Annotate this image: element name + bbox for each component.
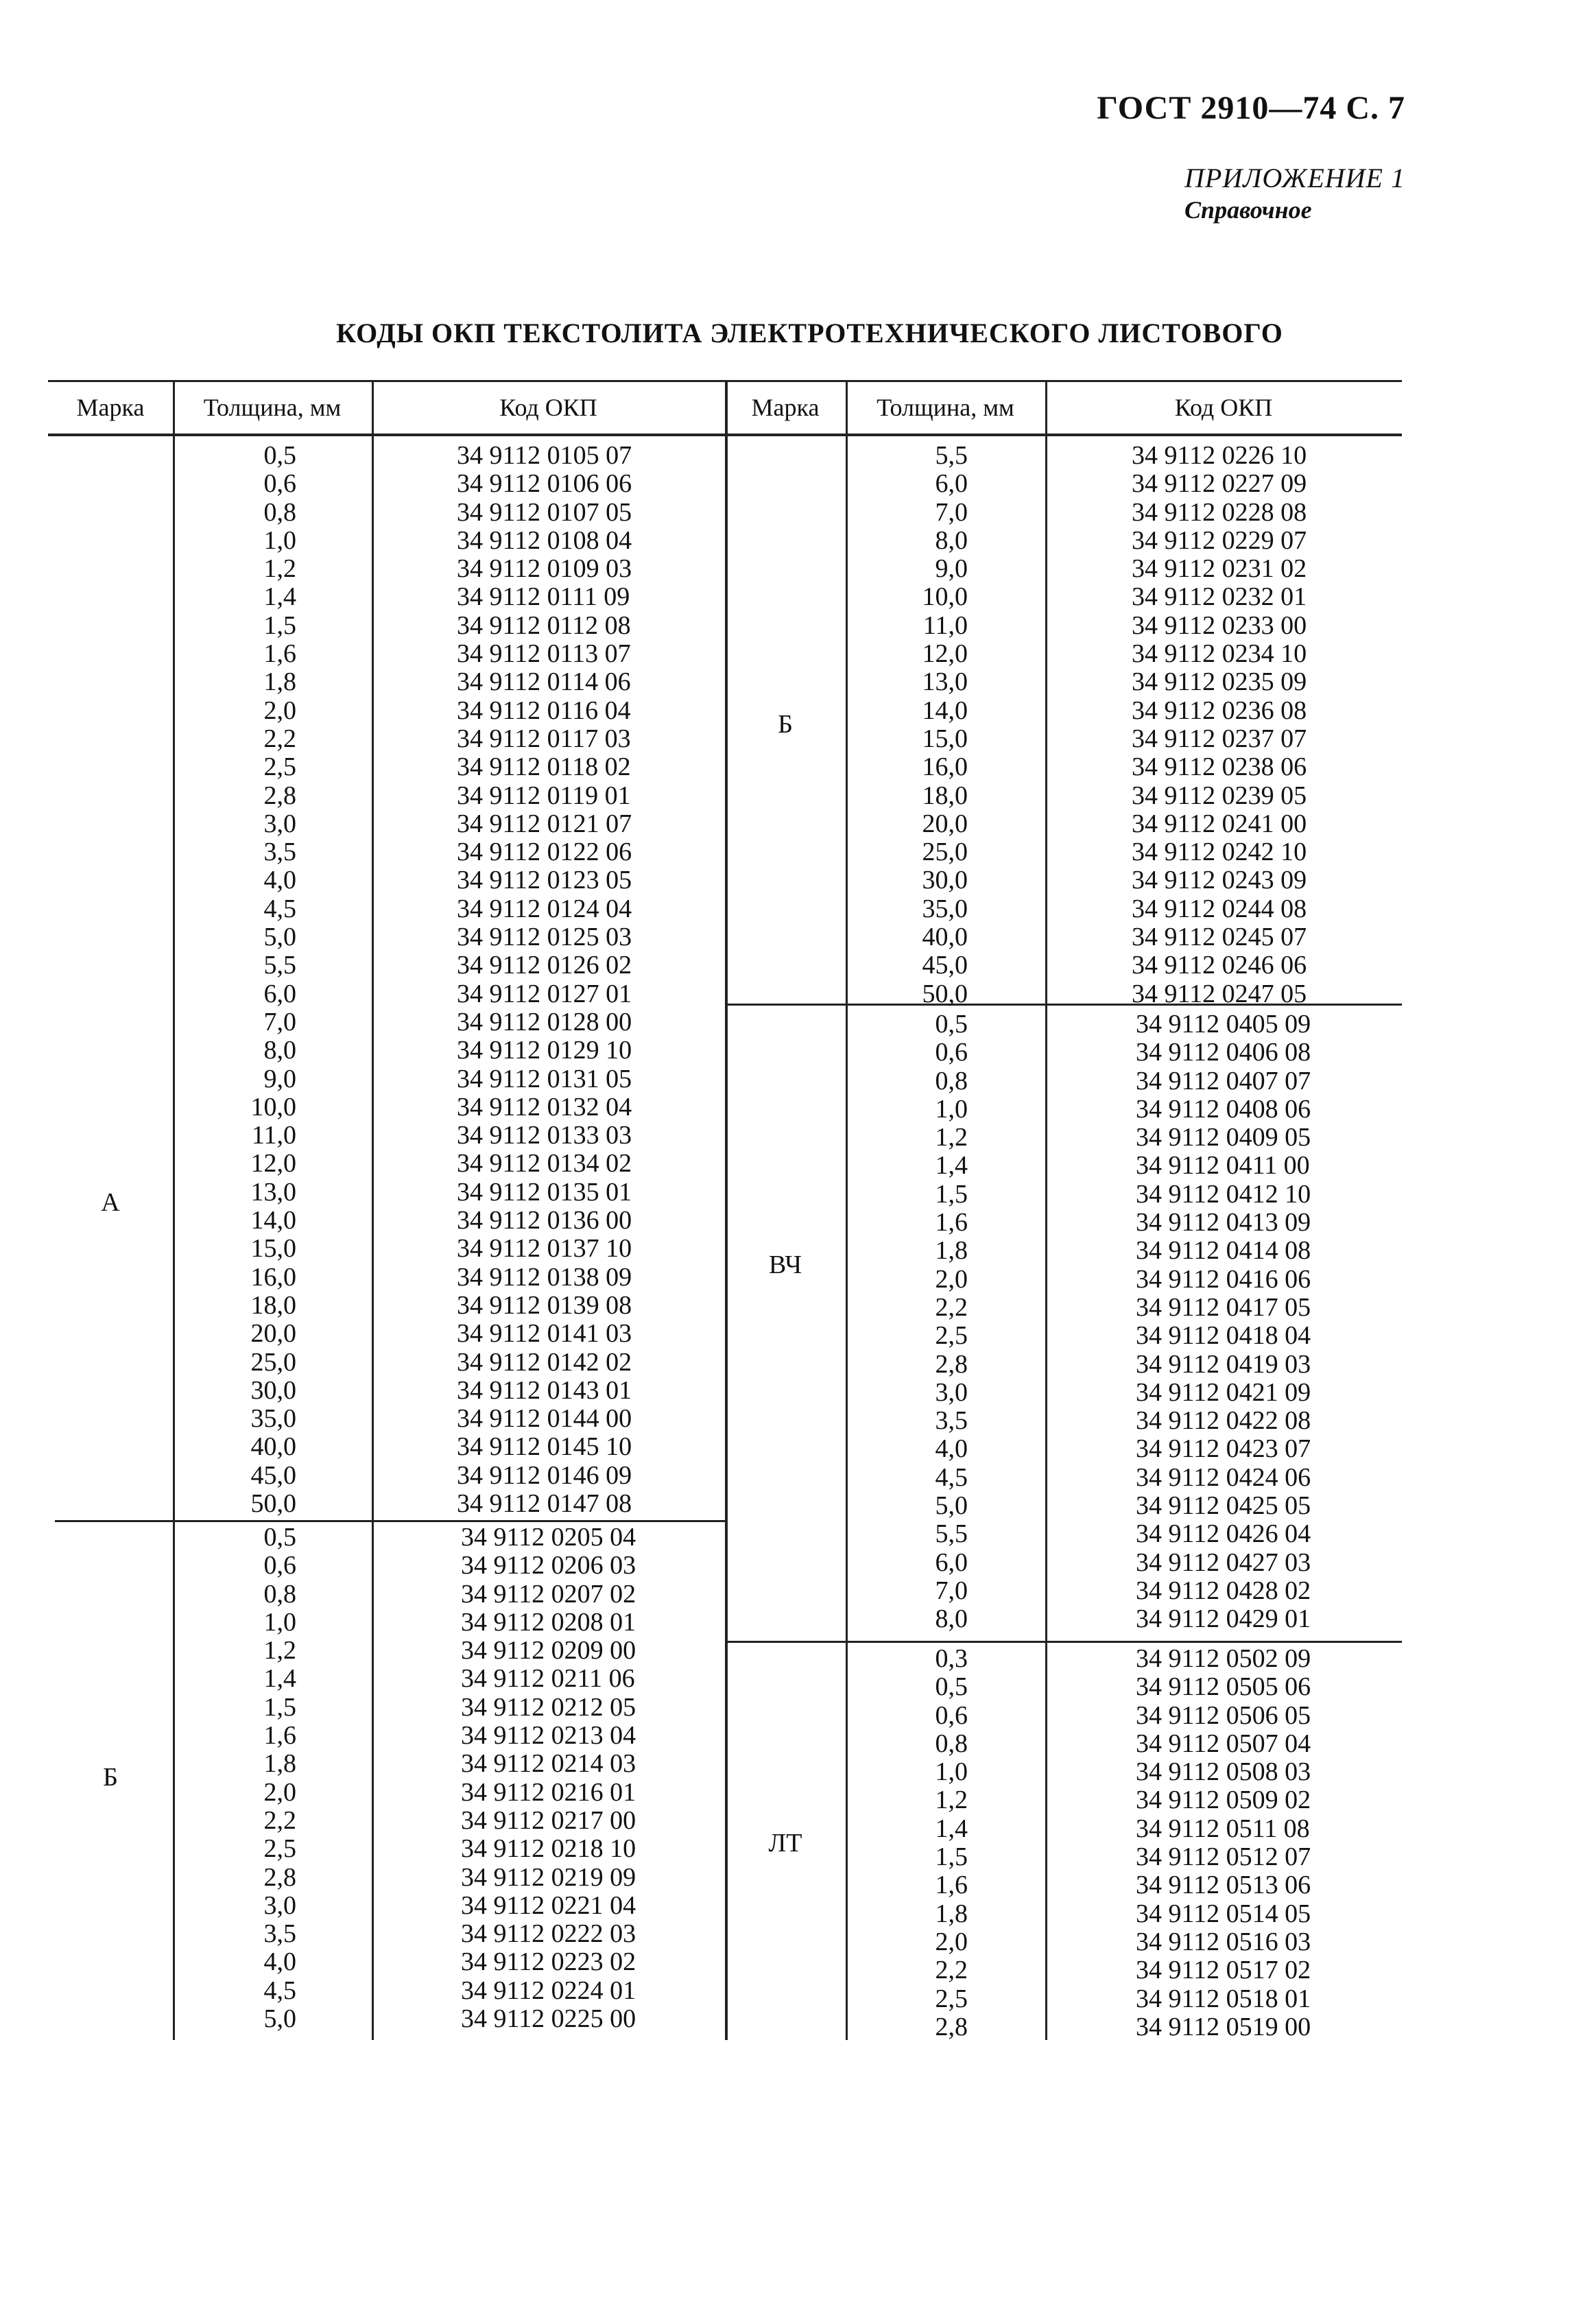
thickness-cell: 11,0	[251, 1121, 296, 1150]
okp-code-cell: 34 9112 0213 04	[461, 1721, 636, 1751]
code-column	[461, 1523, 722, 2033]
okp-code-cell: 34 9112 0425 05	[1136, 1491, 1311, 1521]
thickness-cell: 30,0	[250, 1375, 296, 1405]
okp-code-cell: 34 9112 0108 04	[457, 525, 632, 555]
okp-code-cell: 34 9112 0106 06	[457, 469, 632, 499]
okp-code-cell: 34 9112 0222 03	[461, 1919, 636, 1949]
okp-code-cell: 34 9112 0509 02	[1136, 1786, 1311, 1815]
thickness-cell: 1,0	[263, 1607, 296, 1637]
okp-code-cell: 34 9112 0245 07	[1132, 923, 1307, 952]
thickness-cell: 3,0	[935, 1377, 968, 1407]
thickness-cell: 6,0	[935, 1548, 968, 1577]
thickness-cell: 2,5	[263, 1834, 296, 1864]
okp-code-cell: 34 9112 0417 05	[1136, 1292, 1311, 1322]
okp-code-cell: 34 9112 0239 05	[1132, 781, 1307, 810]
okp-code-cell: 34 9112 0127 01	[457, 979, 632, 1008]
okp-code-cell: 34 9112 0231 02	[1132, 554, 1307, 584]
thickness-cell: 1,8	[263, 1749, 296, 1779]
okp-code-cell: 34 9112 0138 09	[457, 1262, 632, 1292]
okp-code-cell: 34 9112 0133 03	[457, 1121, 632, 1150]
okp-code-cell: 34 9112 0508 03	[1136, 1757, 1311, 1787]
thickness-cell: 1,2	[263, 1636, 296, 1665]
okp-code-cell: 34 9112 0241 00	[1132, 809, 1307, 838]
thickness-cell: 15,0	[922, 724, 968, 753]
code-column	[1136, 1010, 1396, 1634]
thickness-cell: 2,8	[263, 781, 296, 810]
thickness-cell: 25,0	[922, 838, 968, 867]
okp-code-cell: 34 9112 0126 02	[457, 951, 632, 980]
thickness-cell: 50,0	[250, 1489, 296, 1518]
thickness-cell: 5,0	[935, 1491, 968, 1521]
thickness-cell: 1,6	[263, 639, 296, 669]
thickness-cell: 0,6	[263, 469, 296, 499]
okp-code-cell: 34 9112 0236 08	[1132, 696, 1307, 725]
thickness-cell: 7,0	[263, 1007, 296, 1036]
okp-code-cell: 34 9112 0128 00	[457, 1007, 632, 1036]
okp-code-cell: 34 9112 0132 04	[457, 1092, 632, 1122]
okp-code-cell: 34 9112 0419 03	[1136, 1349, 1311, 1379]
thickness-cell: 1,2	[935, 1786, 968, 1815]
okp-code-cell: 34 9112 0409 05	[1136, 1123, 1311, 1152]
thickness-cell: 0,6	[263, 1551, 296, 1580]
thickness-cell: 2,8	[935, 1349, 968, 1379]
thickness-cell: 1,0	[263, 525, 296, 555]
thickness-cell: 1,5	[263, 610, 296, 640]
header-thickness-right: Толщина, мм	[877, 394, 1014, 421]
okp-code-cell: 34 9112 0246 06	[1132, 951, 1307, 980]
thickness-cell: 2,0	[263, 1777, 296, 1807]
thickness-cell: 0,5	[935, 1010, 968, 1039]
thickness-cell: 5,5	[935, 1519, 968, 1549]
okp-code-cell: 34 9112 0235 09	[1132, 667, 1307, 697]
thickness-column	[173, 1523, 296, 2033]
table-title: КОДЫ ОКП ТЕКСТОЛИТА ЭЛЕКТРОТЕХНИЧЕСКОГО ЛИСТОВОГО	[336, 318, 1283, 348]
thickness-cell: 45,0	[922, 951, 968, 980]
thickness-cell: 1,4	[263, 582, 296, 612]
thickness-cell: 5,5	[263, 951, 296, 980]
okp-code-cell: 34 9112 0408 06	[1136, 1094, 1311, 1124]
okp-code-cell: 34 9112 0519 00	[1136, 2012, 1311, 2041]
thickness-cell: 30,0	[922, 866, 968, 895]
okp-code-cell: 34 9112 0139 08	[457, 1290, 632, 1320]
okp-code-cell: 34 9112 0242 10	[1132, 838, 1307, 867]
okp-code-cell: 34 9112 0135 01	[457, 1177, 632, 1207]
okp-code-cell: 34 9112 0429 01	[1136, 1604, 1311, 1634]
okp-code-cell: 34 9112 0122 06	[457, 838, 632, 867]
thickness-cell: 16,0	[922, 752, 968, 782]
okp-code-cell: 34 9112 0129 10	[457, 1036, 632, 1065]
okp-code-cell: 34 9112 0206 03	[461, 1551, 636, 1580]
thickness-cell: 1,8	[935, 1899, 968, 1928]
okp-code-cell: 34 9112 0207 02	[461, 1579, 636, 1609]
code-column	[1136, 1645, 1396, 2041]
thickness-cell: 0,8	[935, 1729, 968, 1758]
okp-code-cell: 34 9112 0243 09	[1132, 866, 1307, 895]
okp-code-cell: 34 9112 0144 00	[457, 1404, 632, 1434]
thickness-cell: 4,0	[263, 866, 296, 895]
mark-cell-LT: ЛТ	[768, 1829, 802, 1858]
header-mark-left: Марка	[76, 394, 145, 421]
okp-code-cell: 34 9112 0211 06	[461, 1664, 635, 1694]
okp-code-cell: 34 9112 0119 01	[457, 781, 631, 810]
okp-code-cell: 34 9112 0516 03	[1136, 1927, 1311, 1956]
thickness-cell: 12,0	[250, 1149, 296, 1178]
thickness-cell: 6,0	[935, 469, 968, 499]
okp-code-cell: 34 9112 0232 01	[1132, 582, 1307, 612]
okp-code-cell: 34 9112 0234 10	[1132, 639, 1307, 669]
vline-right-thickness	[1045, 381, 1047, 2040]
okp-code-cell: 34 9112 0112 08	[457, 610, 631, 640]
thickness-cell: 35,0	[250, 1404, 296, 1434]
okp-code-cell: 34 9112 0414 08	[1136, 1236, 1311, 1266]
thickness-cell: 0,5	[935, 1672, 968, 1702]
okp-code-cell: 34 9112 0247 05	[1132, 979, 1307, 1008]
okp-code-cell: 34 9112 0221 04	[461, 1890, 636, 1920]
thickness-cell: 40,0	[922, 923, 968, 952]
thickness-cell: 2,0	[263, 696, 296, 725]
page-header: ГОСТ 2910—74 С. 7	[1097, 90, 1405, 126]
okp-code-cell: 34 9112 0226 10	[1132, 441, 1307, 470]
okp-code-cell: 34 9112 0427 03	[1136, 1548, 1311, 1577]
thickness-cell: 35,0	[922, 894, 968, 923]
okp-code-cell: 34 9112 0217 00	[461, 1805, 636, 1835]
okp-code-cell: 34 9112 0131 05	[457, 1064, 632, 1093]
okp-code-cell: 34 9112 0109 03	[457, 554, 632, 584]
thickness-cell: 2,5	[935, 1984, 968, 2013]
okp-code-cell: 34 9112 0212 05	[461, 1692, 636, 1722]
thickness-cell: 1,8	[935, 1236, 968, 1266]
okp-code-cell: 34 9112 0502 09	[1136, 1644, 1311, 1673]
thickness-column	[846, 1645, 968, 2041]
okp-code-cell: 34 9112 0505 06	[1136, 1672, 1311, 1702]
thickness-cell: 10,0	[922, 582, 968, 612]
okp-code-cell: 34 9112 0113 07	[457, 639, 631, 669]
okp-code-cell: 34 9112 0244 08	[1132, 894, 1307, 923]
thickness-cell: 7,0	[935, 1576, 968, 1605]
okp-code-cell: 34 9112 0124 04	[457, 894, 632, 923]
thickness-cell: 2,2	[263, 724, 296, 753]
okp-code-cell: 34 9112 0219 09	[461, 1862, 636, 1892]
okp-code-cell: 34 9112 0416 06	[1136, 1264, 1311, 1294]
thickness-cell: 3,5	[935, 1406, 968, 1436]
okp-code-cell: 34 9112 0134 02	[457, 1149, 632, 1178]
thickness-cell: 3,0	[263, 1890, 296, 1920]
okp-code-cell: 34 9112 0136 00	[457, 1206, 632, 1235]
thickness-column	[846, 1010, 968, 1634]
thickness-cell: 2,8	[263, 1862, 296, 1892]
okp-code-cell: 34 9112 0214 03	[461, 1749, 636, 1779]
left-group-separator	[55, 1520, 725, 1522]
okp-code-cell: 34 9112 0412 10	[1136, 1179, 1311, 1209]
okp-code-cell: 34 9112 0225 00	[461, 2004, 636, 2034]
okp-code-cell: 34 9112 0125 03	[457, 923, 632, 952]
code-column	[1132, 442, 1392, 1008]
mark-cell-B-right: Б	[778, 710, 793, 739]
okp-code-cell: 34 9112 0224 01	[461, 1976, 636, 2005]
header-mark-right: Марка	[751, 394, 820, 421]
thickness-cell: 11,0	[922, 610, 968, 640]
thickness-cell: 8,0	[263, 1036, 296, 1065]
thickness-cell: 20,0	[250, 1319, 296, 1349]
code-column	[457, 442, 717, 1518]
okp-code-cell: 34 9112 0517 02	[1136, 1956, 1311, 1985]
thickness-cell: 1,6	[263, 1721, 296, 1751]
okp-code-cell: 34 9112 0426 04	[1136, 1519, 1311, 1549]
thickness-cell: 16,0	[250, 1262, 296, 1292]
okp-code-cell: 34 9112 0424 06	[1136, 1462, 1311, 1492]
okp-code-cell: 34 9112 0105 07	[457, 441, 632, 470]
vline-center	[725, 381, 728, 2040]
thickness-cell: 4,5	[263, 1976, 296, 2005]
mark-cell-A: А	[101, 1188, 120, 1217]
thickness-cell: 0,5	[263, 441, 296, 470]
thickness-cell: 0,5	[263, 1523, 296, 1552]
thickness-cell: 45,0	[250, 1460, 296, 1490]
thickness-cell: 2,2	[935, 1292, 968, 1322]
thickness-cell: 5,5	[935, 441, 968, 470]
thickness-cell: 1,0	[935, 1094, 968, 1124]
thickness-cell: 12,0	[922, 639, 968, 669]
okp-code-cell: 34 9112 0413 09	[1136, 1208, 1311, 1237]
thickness-cell: 14,0	[922, 696, 968, 725]
thickness-cell: 1,2	[263, 554, 296, 584]
okp-code-cell: 34 9112 0514 05	[1136, 1899, 1311, 1928]
okp-code-cell: 34 9112 0506 05	[1136, 1700, 1311, 1730]
thickness-cell: 40,0	[250, 1432, 296, 1462]
okp-code-cell: 34 9112 0237 07	[1132, 724, 1307, 753]
header-code-right: Код ОКП	[1174, 394, 1273, 421]
thickness-cell: 1,4	[263, 1664, 296, 1694]
okp-code-cell: 34 9112 0111 09	[457, 582, 630, 612]
okp-code-cell: 34 9112 0145 10	[457, 1432, 632, 1462]
okp-code-cell: 34 9112 0216 01	[461, 1777, 636, 1807]
thickness-cell: 9,0	[935, 554, 968, 584]
okp-code-cell: 34 9112 0228 08	[1132, 497, 1307, 527]
okp-code-cell: 34 9112 0123 05	[457, 866, 632, 895]
thickness-cell: 0,6	[935, 1700, 968, 1730]
okp-code-cell: 34 9112 0147 08	[457, 1489, 632, 1518]
mark-cell-B-left: Б	[103, 1763, 118, 1792]
okp-code-cell: 34 9112 0407 07	[1136, 1066, 1311, 1095]
thickness-cell: 5,0	[263, 2004, 296, 2034]
thickness-cell: 2,2	[263, 1805, 296, 1835]
okp-code-cell: 34 9112 0142 02	[457, 1347, 632, 1377]
vline-left-thickness	[372, 381, 374, 2040]
header-code-left: Код ОКП	[499, 394, 597, 421]
thickness-cell: 10,0	[250, 1092, 296, 1122]
okp-code-cell: 34 9112 0238 06	[1132, 752, 1307, 782]
thickness-cell: 2,0	[935, 1927, 968, 1956]
okp-code-cell: 34 9112 0507 04	[1136, 1729, 1311, 1758]
thickness-cell: 1,6	[935, 1871, 968, 1900]
thickness-cell: 6,0	[263, 979, 296, 1008]
okp-code-cell: 34 9112 0218 10	[461, 1834, 636, 1864]
appendix-label: ПРИЛОЖЕНИЕ 1	[1184, 163, 1405, 193]
thickness-cell: 0,8	[263, 1579, 296, 1609]
okp-code-cell: 34 9112 0512 07	[1136, 1842, 1311, 1872]
thickness-cell: 3,0	[263, 809, 296, 838]
header-thickness-left: Толщина, мм	[203, 394, 342, 421]
thickness-cell: 15,0	[250, 1234, 296, 1264]
okp-code-cell: 34 9112 0223 02	[461, 1947, 636, 1977]
thickness-cell: 2,5	[263, 752, 296, 782]
okp-code-cell: 34 9112 0114 06	[457, 667, 631, 697]
okp-code-cell: 34 9112 0121 07	[457, 809, 632, 838]
okp-code-cell: 34 9112 0406 08	[1136, 1038, 1311, 1067]
okp-code-cell: 34 9112 0405 09	[1136, 1010, 1311, 1039]
thickness-cell: 13,0	[922, 667, 968, 697]
thickness-cell: 0,8	[935, 1066, 968, 1095]
thickness-cell: 50,0	[922, 979, 968, 1008]
thickness-cell: 13,0	[250, 1177, 296, 1207]
thickness-cell: 8,0	[935, 1604, 968, 1634]
okp-code-cell: 34 9112 0422 08	[1136, 1406, 1311, 1436]
thickness-cell: 3,5	[263, 1919, 296, 1949]
thickness-cell: 4,0	[935, 1434, 968, 1464]
thickness-cell: 4,5	[263, 894, 296, 923]
right-group-separator-2	[725, 1641, 1402, 1643]
okp-code-cell: 34 9112 0116 04	[457, 696, 631, 725]
thickness-column	[173, 442, 296, 1518]
thickness-cell: 9,0	[263, 1064, 296, 1093]
okp-code-cell: 34 9112 0117 03	[457, 724, 631, 753]
thickness-cell: 4,0	[263, 1947, 296, 1977]
okp-code-cell: 34 9112 0421 09	[1136, 1377, 1311, 1407]
thickness-cell: 2,0	[935, 1264, 968, 1294]
thickness-cell: 8,0	[935, 525, 968, 555]
thickness-cell: 5,0	[263, 923, 296, 952]
okp-code-cell: 34 9112 0143 01	[457, 1375, 632, 1405]
thickness-cell: 1,6	[935, 1208, 968, 1237]
thickness-cell: 25,0	[250, 1347, 296, 1377]
okp-code-cell: 34 9112 0513 06	[1136, 1871, 1311, 1900]
okp-code-cell: 34 9112 0146 09	[457, 1460, 632, 1490]
okp-code-cell: 34 9112 0107 05	[457, 497, 632, 527]
thickness-cell: 2,8	[935, 2012, 968, 2041]
thickness-cell: 18,0	[922, 781, 968, 810]
okp-code-cell: 34 9112 0428 02	[1136, 1576, 1311, 1605]
okp-code-cell: 34 9112 0229 07	[1132, 525, 1307, 555]
thickness-column	[846, 442, 968, 1008]
thickness-cell: 0,3	[935, 1644, 968, 1673]
thickness-cell: 1,0	[935, 1757, 968, 1787]
okp-code-cell: 34 9112 0137 10	[457, 1234, 632, 1264]
thickness-cell: 4,5	[935, 1462, 968, 1492]
thickness-cell: 7,0	[935, 497, 968, 527]
okp-code-cell: 34 9112 0233 00	[1132, 610, 1307, 640]
okp-code-cell: 34 9112 0141 03	[457, 1319, 632, 1349]
okp-code-cell: 34 9112 0411 00	[1136, 1151, 1310, 1181]
okp-code-cell: 34 9112 0227 09	[1132, 469, 1307, 499]
okp-code-cell: 34 9112 0209 00	[461, 1636, 636, 1665]
okp-code-cell: 34 9112 0205 04	[461, 1523, 636, 1552]
thickness-cell: 1,5	[935, 1179, 968, 1209]
thickness-cell: 18,0	[250, 1290, 296, 1320]
thickness-cell: 2,5	[935, 1321, 968, 1351]
okp-code-cell: 34 9112 0118 02	[457, 752, 631, 782]
thickness-cell: 0,8	[263, 497, 296, 527]
thickness-cell: 1,5	[263, 1692, 296, 1722]
thickness-cell: 2,2	[935, 1956, 968, 1985]
thickness-cell: 14,0	[250, 1206, 296, 1235]
thickness-cell: 1,8	[263, 667, 296, 697]
thickness-cell: 20,0	[922, 809, 968, 838]
thickness-cell: 3,5	[263, 838, 296, 867]
thickness-cell: 1,5	[935, 1842, 968, 1872]
mark-cell-VCh: ВЧ	[768, 1250, 802, 1279]
okp-code-cell: 34 9112 0423 07	[1136, 1434, 1311, 1464]
thickness-cell: 1,2	[935, 1123, 968, 1152]
thickness-cell: 0,6	[935, 1038, 968, 1067]
okp-code-cell: 34 9112 0511 08	[1136, 1814, 1310, 1843]
okp-code-cell: 34 9112 0208 01	[461, 1607, 636, 1637]
okp-code-cell: 34 9112 0518 01	[1136, 1984, 1311, 2013]
thickness-cell: 1,4	[935, 1814, 968, 1843]
appendix-kind: Справочное	[1184, 196, 1312, 224]
okp-code-cell: 34 9112 0418 04	[1136, 1321, 1311, 1351]
thickness-cell: 1,4	[935, 1151, 968, 1181]
